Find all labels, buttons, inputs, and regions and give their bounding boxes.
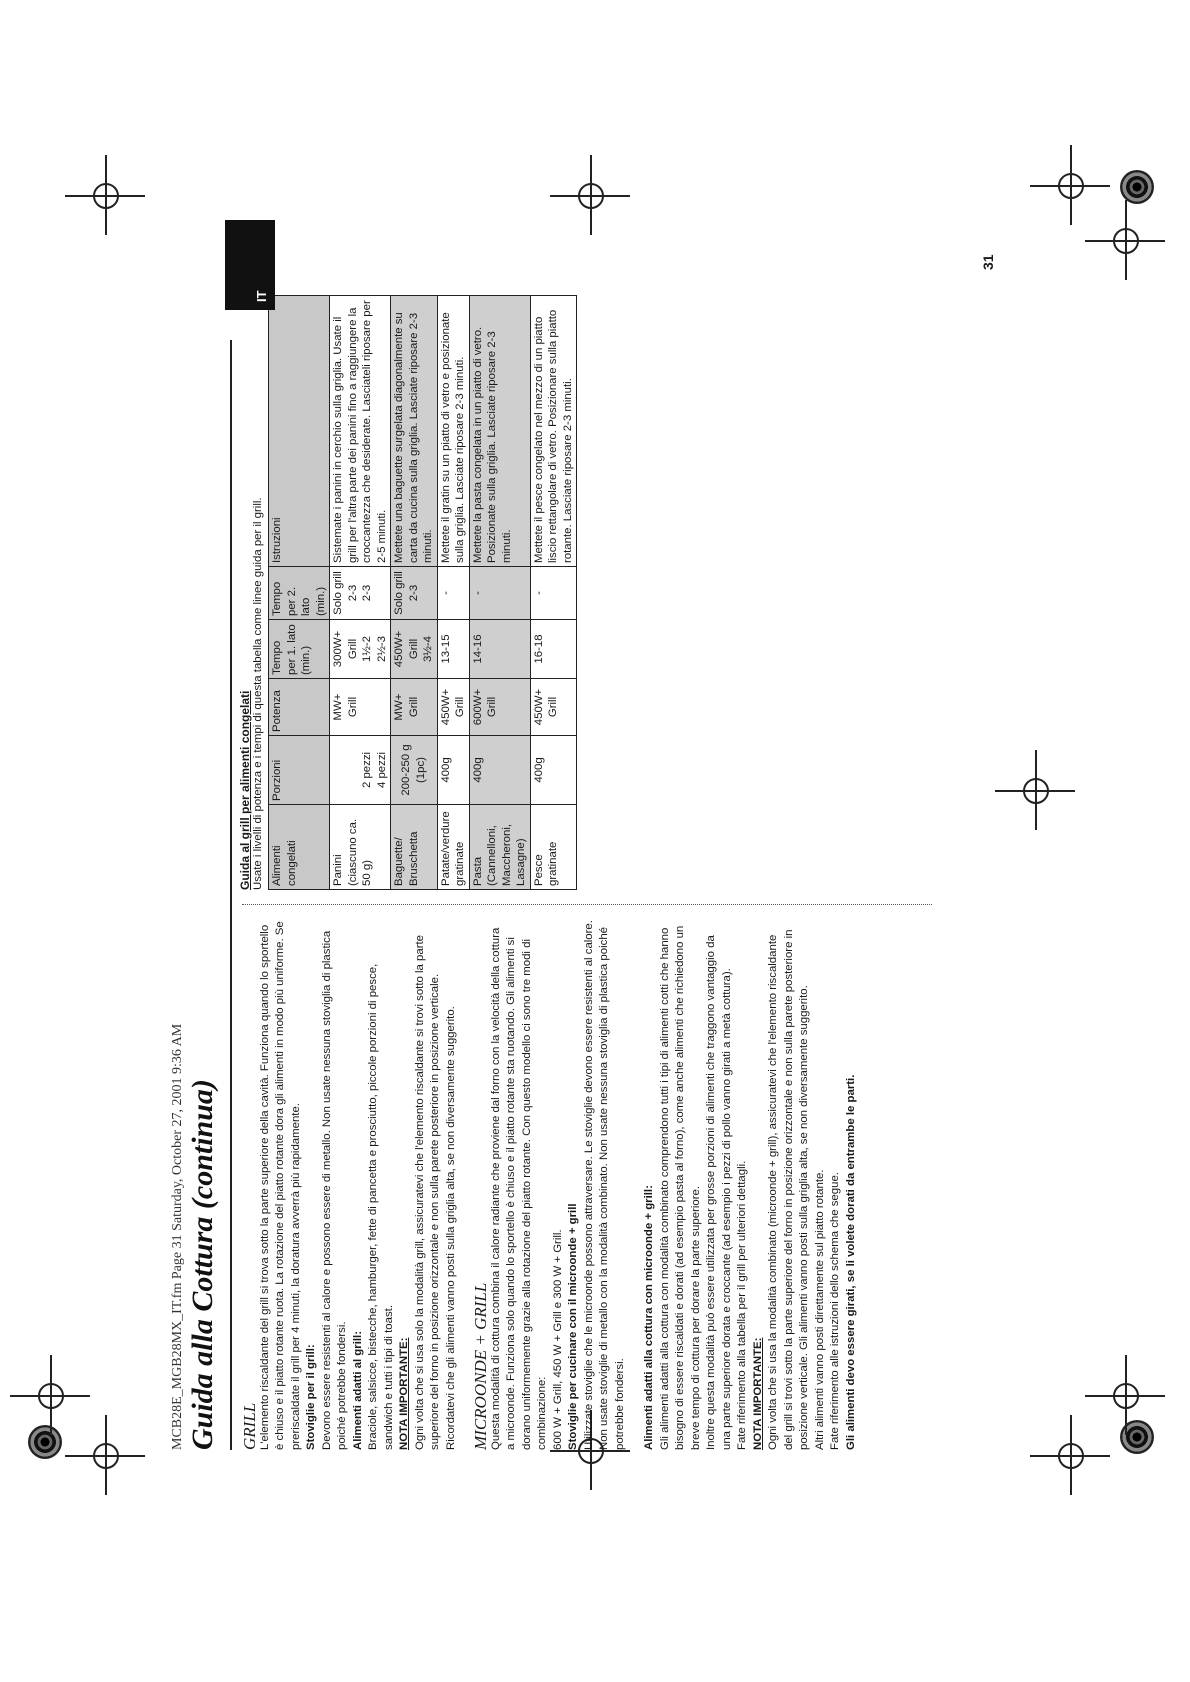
registration-blob-top-left <box>28 1425 62 1459</box>
col-header-time-1: Tempo per 1. lato (min.) <box>269 620 330 679</box>
language-tab-label: IT <box>254 290 269 302</box>
combo-note-text-3: Fate riferimento alle istruzioni dello schema che segue. <box>829 1172 841 1450</box>
cell-instructions: Mettete il gratin su un piatto di vetro e posizionate sulla griglia. Lasciate riposare 2-3 minuti. <box>437 296 469 567</box>
grill-dishes-label: Stoviglie per il grill: <box>305 1344 317 1450</box>
page-number: 31 <box>980 254 996 270</box>
cell-food: Panini (ciascuno ca. 50 g) <box>330 805 391 890</box>
cell-power: MW+ Grill <box>330 679 391 736</box>
combo-dishes-label: Stoviglie per cucinare con il microonde + grill <box>567 1203 579 1450</box>
table-header-row <box>269 296 330 890</box>
grill-heading: GRILL <box>240 1402 259 1450</box>
combo-note-text-2: Altri alimenti vanno posti direttamente sul piatto rotante. <box>813 1169 826 1450</box>
combo-modes: 600 W + Grill, 450 W + Grill e 300 W + Grill. <box>551 1229 564 1450</box>
col-header-food: Alimenti congelati <box>269 805 330 890</box>
table-row <box>530 296 577 890</box>
combo-foods-text-3: Fate riferimento alla tabella per il grill per ulteriori dettagli. <box>736 1160 748 1450</box>
cell-instructions: Mettete la pasta congelata in un piatto di vetro. Posizionate sulla griglia. Lasciate riposare 2-3 minuti. <box>469 296 530 567</box>
cell-portion: 400g <box>530 736 577 805</box>
grill-dishes-text: Devono essere resistenti al calore e possono essere di metallo. Non usate nessuna stoviglia di plastica poiché potrebbe fondersi. <box>320 930 348 1450</box>
combo-note-text: Ogni volta che si usa la modalità combinato (microonde + grill), assicuratevi che l'elemento riscaldante del grill si trovi sotto la parte superiore del forno in posizione orizzontale e non sulla parete posteriore in posizione verticale. Gli alimenti vanno posti sulla griglia alta, se non diversamente suggerito. <box>767 929 810 1450</box>
table-row <box>391 296 438 890</box>
left-column <box>242 920 859 1450</box>
combo-foods-text-2: Inoltre questa modalità può essere utilizzata per grosse porzioni di alimenti che traggono vantaggio da una parte superiore dorata e croccante (ad esempio i pezzi di pollo vanno girati a metà cottura). <box>705 935 733 1450</box>
grill-note-label: NOTA IMPORTANTE: <box>398 1337 410 1450</box>
combo-foods-text: Gli alimenti adatti alla cottura con modalità combinato comprendono tutti i tipi di alimenti cotti che hanno bisogno di essere riscaldati e dorati (ad esempio pasta al forno), come anche alimenti che richiedono un breve tempo di cottura per dorare la parte superiore. <box>658 925 702 1450</box>
col-header-time-2: Tempo per 2. lato (min.) <box>269 567 330 620</box>
cell-portion: 200-250 g (1pc) <box>391 736 438 805</box>
language-tab <box>225 220 275 310</box>
col-header-power: Potenza <box>269 679 330 736</box>
cell-power: 600W+ Grill <box>469 679 530 736</box>
combo-dishes-text: Utilizzate stoviglie che le microonde possono attraversare. Le stoviglie devono essere resistenti al calore. Non usate stoviglie di metallo con la modalità combinato. Non usate nessuna stoviglia di plastica poiché potrebbe fondersi. <box>582 920 626 1450</box>
cell-time-1: 14-16 <box>469 620 530 679</box>
combo-intro: Questa modalità di cottura combina il calore radiante che proviene dal forno con la velocità della cottura a microonde. Funziona solo quando lo sportello è chiuso e il piatto rotante sta ruotando. Gli alimenti si dorano uniformemente grazie alla rotazione del piatto rotante. Con questo modello ci sono tre modi di combinazione: <box>489 927 548 1450</box>
cell-food: Pasta (Cannelloni, Maccheroni, Lasagne) <box>469 805 530 890</box>
cell-power: 450W+ Grill <box>437 679 469 736</box>
table-row <box>469 296 530 890</box>
column-divider <box>242 904 932 905</box>
cell-time-1: 13-15 <box>437 620 469 679</box>
grill-foods-label: Alimenti adatti al grill: <box>351 1331 364 1450</box>
grill-note-text: Ogni volta che si usa solo la modalità grill, assicuratevi che l'elemento riscaldante si trovi sotto la parte superiore del forno in posizione orizzontale e non sulla parete posteriore in posizione verticale. Ricordatevi che gli alimenti vanno posti sulla griglia alta, se non diversamente suggerito. <box>413 935 457 1450</box>
cell-time-2: - <box>469 567 530 620</box>
cell-instructions: Sistemate i panini in cerchio sulla griglia. Usate il grill per l'altra parte dei panini fino a raggiungere la croccantezza che desiderate. Lasciateli riposare per 2-5 minuti. <box>330 296 391 567</box>
grill-foods-text: Braciole, salsicce, bistecche, hamburger, fette di pancetta e prosciutto, piccole porzioni di pesce, sandwich e tutti i tipi di toast. <box>367 963 395 1450</box>
combo-final-note: Gli alimenti devo essere girati, se li volete dorati da entrambe le parti. <box>844 1074 857 1450</box>
cell-portion: 2 pezzi 4 pezzi <box>330 736 391 805</box>
table-row <box>437 296 469 890</box>
cell-time-2: - <box>530 567 577 620</box>
title-rule <box>230 340 232 1450</box>
cell-time-2: Solo grill 2-3 <box>391 567 438 620</box>
right-column <box>238 295 577 890</box>
cell-power: MW+ Grill <box>391 679 438 736</box>
cell-portion: 400g <box>437 736 469 805</box>
combo-note-label: NOTA IMPORTANTE: <box>751 1337 764 1450</box>
frozen-grill-table <box>268 295 577 890</box>
cell-time-1: 16-18 <box>530 620 577 679</box>
cell-food: Baguette/ Bruschetta <box>391 805 438 890</box>
cell-instructions: Mettete una baguette surgelata diagonalmente su carta da cucina sulla griglia. Lasciate riposare 2-3 minuti. <box>391 296 438 567</box>
cell-food: Pesce gratinate <box>530 805 577 890</box>
cell-instructions: Mettete il pesce congelato nel mezzo di un piatto liscio rettangolare di vetro. Posizionare sulla piatto rotante. Lasciate riposare 2-3 minuti. <box>530 296 577 567</box>
file-header: MCB28E_MGB28MX_IT.fm Page 31 Saturday, October 27, 2001 9:36 AM <box>170 1023 185 1450</box>
cell-portion: 400g <box>469 736 530 805</box>
page-title: Guida alla Cottura (continua) <box>186 1079 219 1450</box>
cell-time-1: 450W+ Grill 3½-4 <box>391 620 438 679</box>
cell-time-2: Solo grill 2-3 2-3 <box>330 567 391 620</box>
cell-food: Patate/verdure gratinate <box>437 805 469 890</box>
rotated-page <box>170 160 1040 1450</box>
registration-blob-top-right <box>1120 170 1154 204</box>
cell-time-2: - <box>437 567 469 620</box>
combo-foods-label: Alimenti adatti alla cottura con microonde + grill: <box>643 1185 655 1450</box>
col-header-instructions: Istruzioni <box>269 296 330 567</box>
cell-time-1: 300W+ Grill 1½-2 2½-3 <box>330 620 391 679</box>
combo-heading: MICROONDE + GRILL <box>471 1282 490 1450</box>
table-row <box>330 296 391 890</box>
grill-intro: L'elemento riscaldante del grill si trova sotto la parte superiore della cavità. Funziona quando lo sportello è chiuso e il piatto rotante ruota. La rotazione del piatto rotante dora gli alimenti in modo più uniforme. Se preriscaldate il grill per 4 minuti, la doratura avverrà più rapidamente. <box>258 921 302 1450</box>
col-header-portion: Porzioni <box>269 736 330 805</box>
guide-intro: Usate i livelli di potenza e i tempi di questa tabella come linee guida per il grill. <box>252 497 264 890</box>
cell-power: 450W+ Grill <box>530 679 577 736</box>
guide-title: Guida al grill per alimenti congelati <box>238 690 252 890</box>
